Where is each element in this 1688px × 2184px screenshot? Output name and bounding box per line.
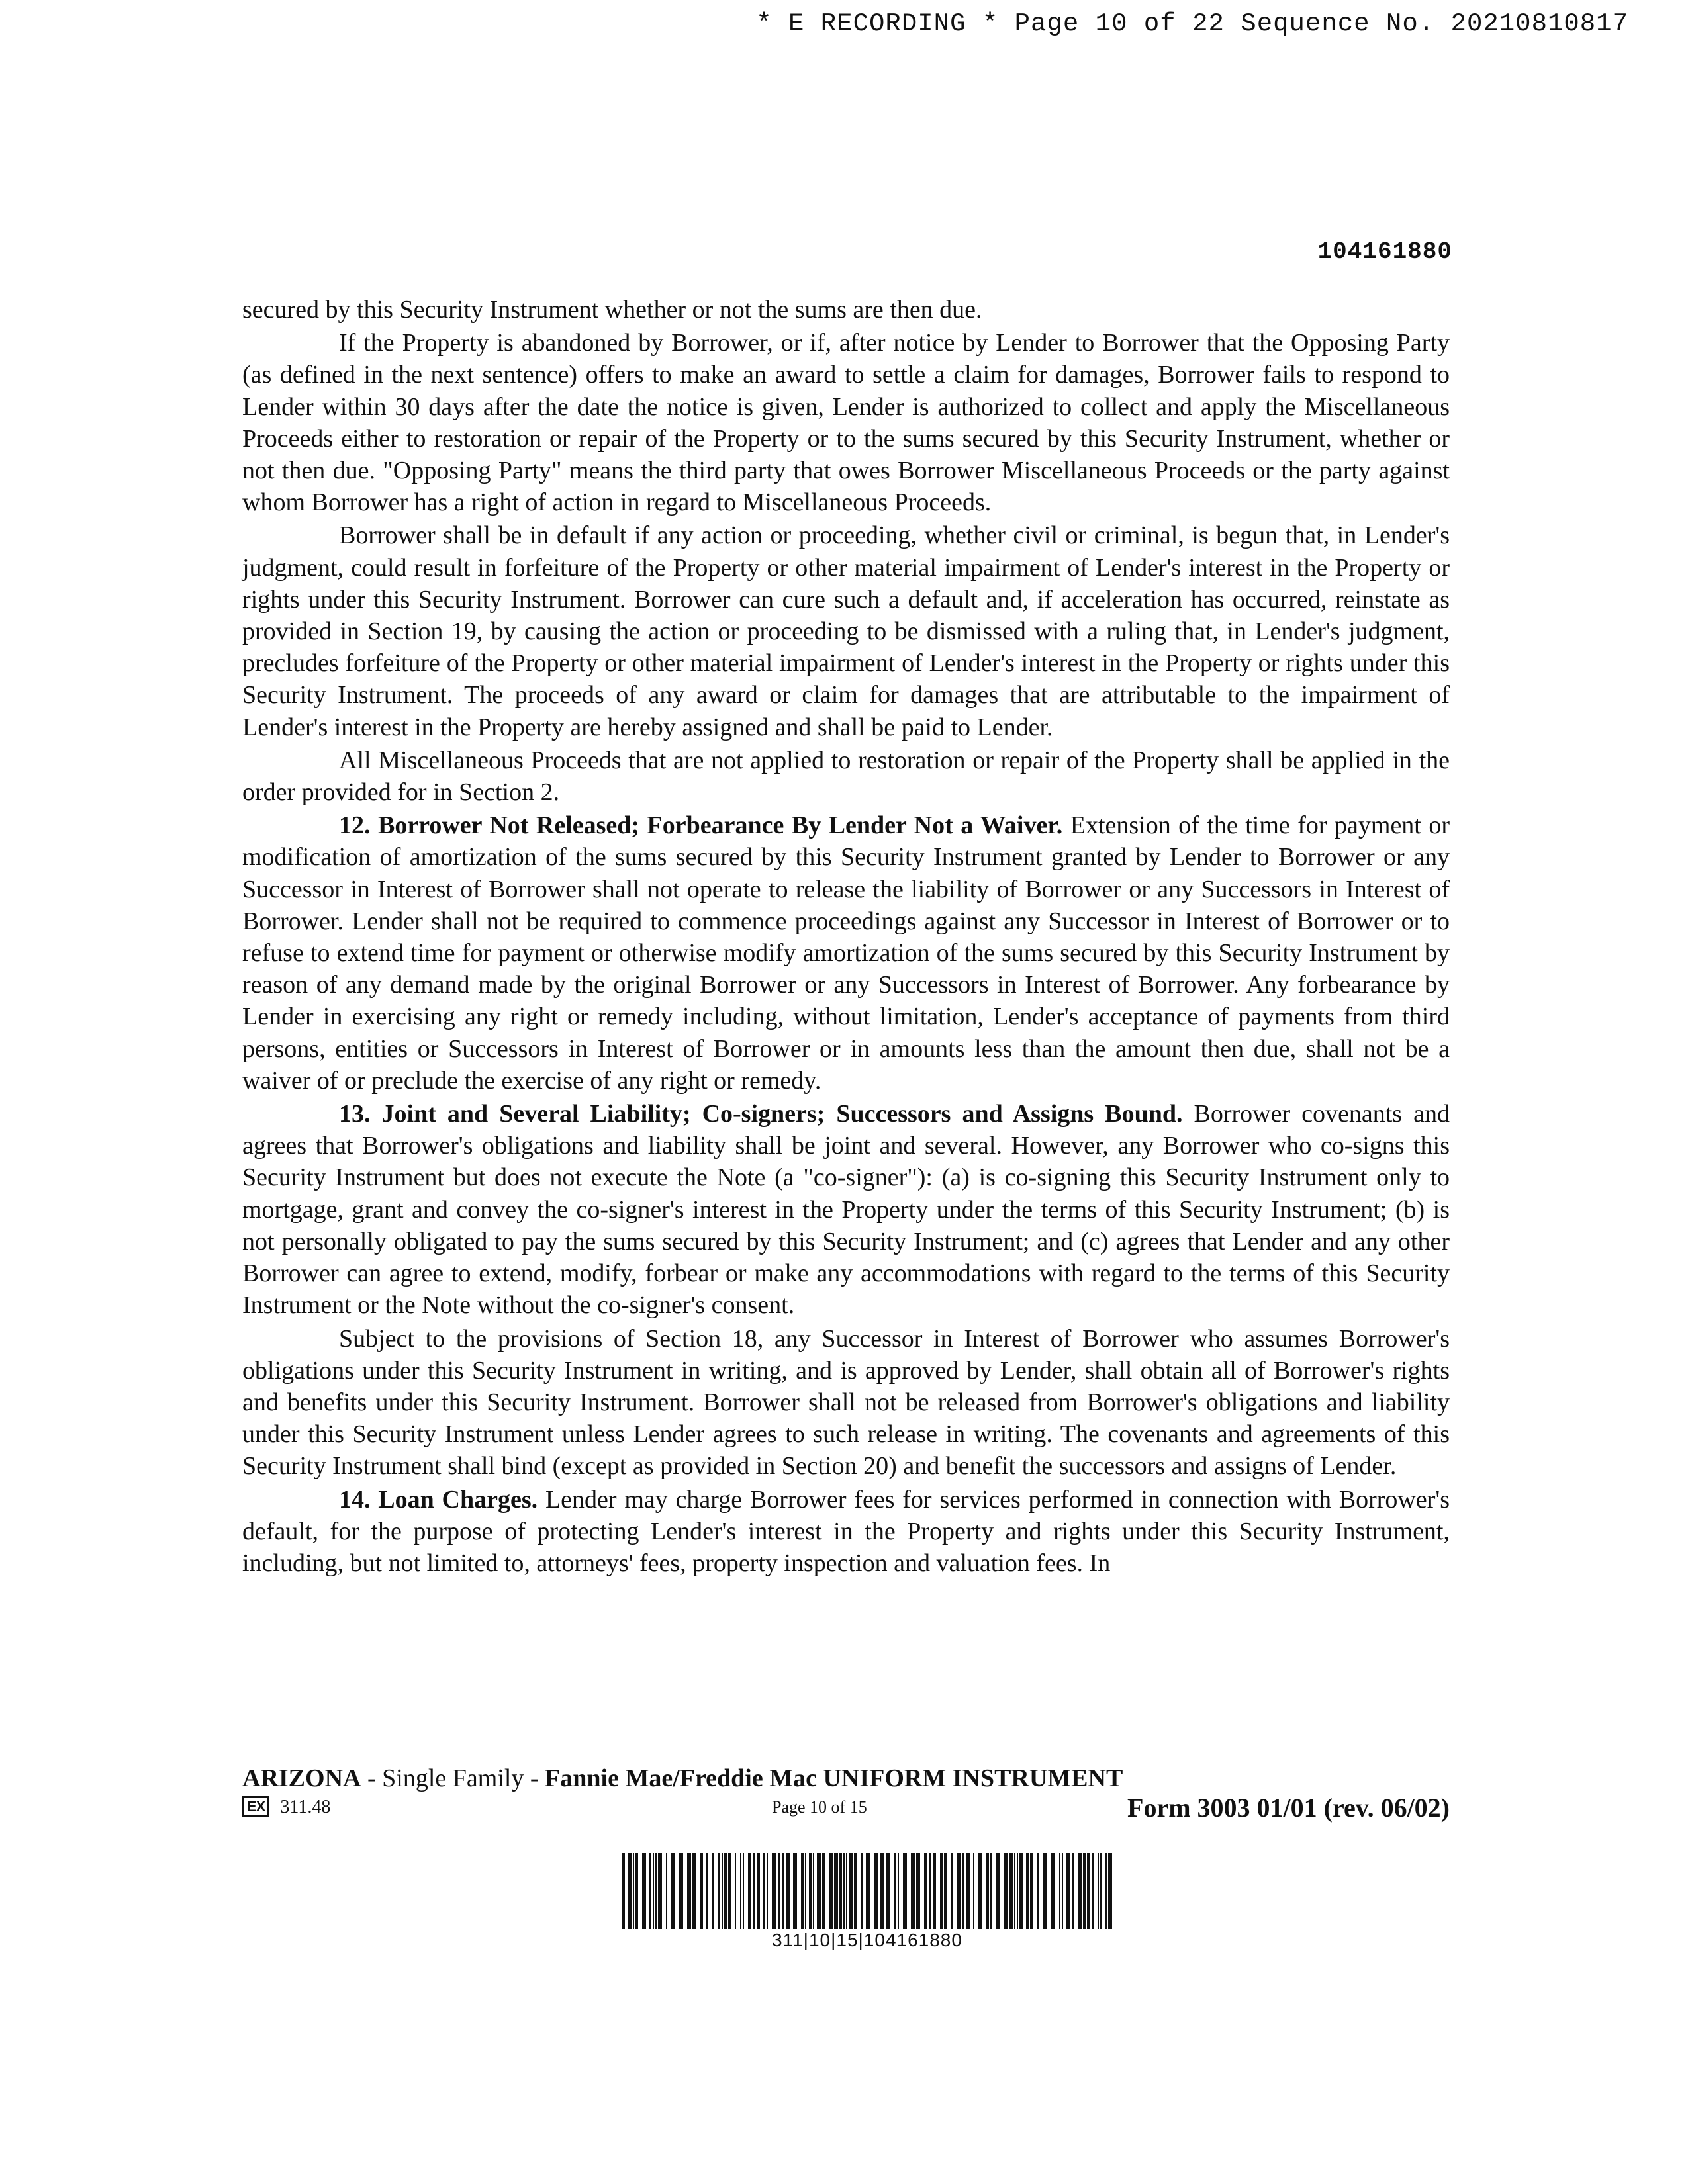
- footer-title: [242, 1763, 1450, 1794]
- document-body: [242, 294, 1450, 1580]
- footer-form-number: Form 3003 01/01 (rev. 06/02): [1127, 1793, 1450, 1823]
- section-14: [242, 1484, 1450, 1580]
- section-12: [242, 809, 1450, 1097]
- paragraph-abandoned-property: If the Property is abandoned by Borrower, or if, after notice by Lender to Borrower that the Opposing Party (as defined in the next sentence) offers to make an award to settle a claim for damages, Borrower fails to respond to Lender within 30 days after the date the notice is given, Lender is authorized to collect and apply the Miscellaneous Proceeds either to restoration or repair of the Property or to the sums secured by this Security Instrument, whether or not then due. "Opposing Party" means the third party that owes Borrower Miscellaneous Proceeds or the party against whom Borrower has a right of action in regard to Miscellaneous Proceeds.: [242, 329, 1450, 517]
- section-14-heading: 14. Loan Charges.: [339, 1485, 538, 1514]
- section-14-text: Lender may charge Borrower fees for services performed in connection with Borrower's default, for the purpose of protecting Lender's interest in the Property and rights under this Security Instrument, including, but not limited to, attorneys' fees, property inspection and valuation fees. In: [242, 1485, 1450, 1577]
- footer-instrument: Fannie Mae/Freddie Mac UNIFORM INSTRUMENT: [545, 1764, 1123, 1792]
- section-12-text: Extension of the time for payment or modification of amortization of the sums secured by this Security Instrument granted by Lender to Borrower or any Successor in Interest of Borrower shall not operate to release the liability of Borrower or any Successors in Interest of Borrower. Lender shall not be required to commence proceedings against any Successor in Interest of Borrower or to refuse to extend time for payment or otherwise modify amortization of the sums secured by this Security Instrument by reason of any demand made by the original Borrower or any Successors in Interest of Borrower. Any forbearance by Lender in exercising any right or remedy including, without limitation, Lender's acceptance of payments from third persons, entities or Successors in Interest of Borrower or in amounts less than the amount then due, shall not be a waiver of or preclude the exercise of any right or remedy.: [242, 811, 1450, 1095]
- form-code-text: 311.48: [280, 1797, 331, 1817]
- paragraph-continuation: secured by this Security Instrument whether or not the sums are then due.: [242, 296, 982, 324]
- paragraph-default-proceeding: Borrower shall be in default if any action or proceeding, whether civil or criminal, is begun that, in Lender's judgment, could result in forfeiture of the Property or other material impairment of Lender's interest in the Property or rights under this Security Instrument. Borrower can cure such a default and, if acceleration has occurred, reinstate as provided in Section 19, by causing the action or proceeding to be dismissed with a ruling that, in Lender's judgment, precludes forfeiture of the Property or other material impairment of Lender's interest in the Property or rights under this Security Instrument. The proceeds of any award or claim for damages that are attributable to the impairment of Lender's interest in the Property are hereby assigned and shall be paid to Lender.: [242, 522, 1450, 741]
- paragraph-miscellaneous-proceeds: All Miscellaneous Proceeds that are not applied to restoration or repair of the Property shall be applied in the order provided for in Section 2.: [242, 746, 1450, 807]
- section-12-heading: 12. Borrower Not Released; Forbearance By Lender Not a Waiver.: [339, 811, 1063, 840]
- page-footer: [242, 1763, 1450, 1825]
- footer-form-code: [242, 1796, 330, 1818]
- loan-number: 104161880: [1317, 238, 1452, 265]
- section-13-heading: 13. Joint and Several Liability; Co-signers; Successors and Assigns Bound.: [339, 1100, 1183, 1128]
- recording-header: * E RECORDING * Page 10 of 22 Sequence No. 20210810817: [756, 9, 1628, 38]
- footer-separator: - Single Family -: [361, 1764, 545, 1792]
- barcode-text: 311|10|15|104161880: [772, 1930, 962, 1950]
- footer-page-number: Page 10 of 15: [772, 1797, 867, 1817]
- section-13: [242, 1098, 1450, 1321]
- barcode-icon: [622, 1853, 1112, 1929]
- paragraph-successor-in-interest: Subject to the provisions of Section 18, any Successor in Interest of Borrower who assumes Borrower's obligations under this Security Instrument in writing, and is approved by Lender, shall obtain all of Borrower's rights and benefits under this Security Instrument. Borrower shall not be released from Borrower's obligations and liability under this Security Instrument unless Lender agrees to such release in writing. The covenants and agreements of this Security Instrument shall bind (except as provided in Section 20) and benefit the successors and assigns of Lender.: [242, 1324, 1450, 1480]
- footer-row: [242, 1794, 1450, 1825]
- ellie-mae-logo-icon: EX: [242, 1796, 269, 1817]
- section-13-text: Borrower covenants and agrees that Borrower's obligations and liability shall be joint and several. However, any Borrower who co-signs this Security Instrument but does not execute the Note (a "co-signer"): (a) is co-signing this Security Instrument only to mortgage, grant and convey the co-signer's interest in the Property under the terms of this Security Instrument; (b) is not personally obligated to pay the sums secured by this Security Instrument; and (c) agrees that Lender and any other Borrower can agree to extend, modify, forbear or make any accommodations with regard to the terms of this Security Instrument or the Note without the co-signer's consent.: [242, 1100, 1450, 1320]
- footer-state: ARIZONA: [242, 1764, 361, 1792]
